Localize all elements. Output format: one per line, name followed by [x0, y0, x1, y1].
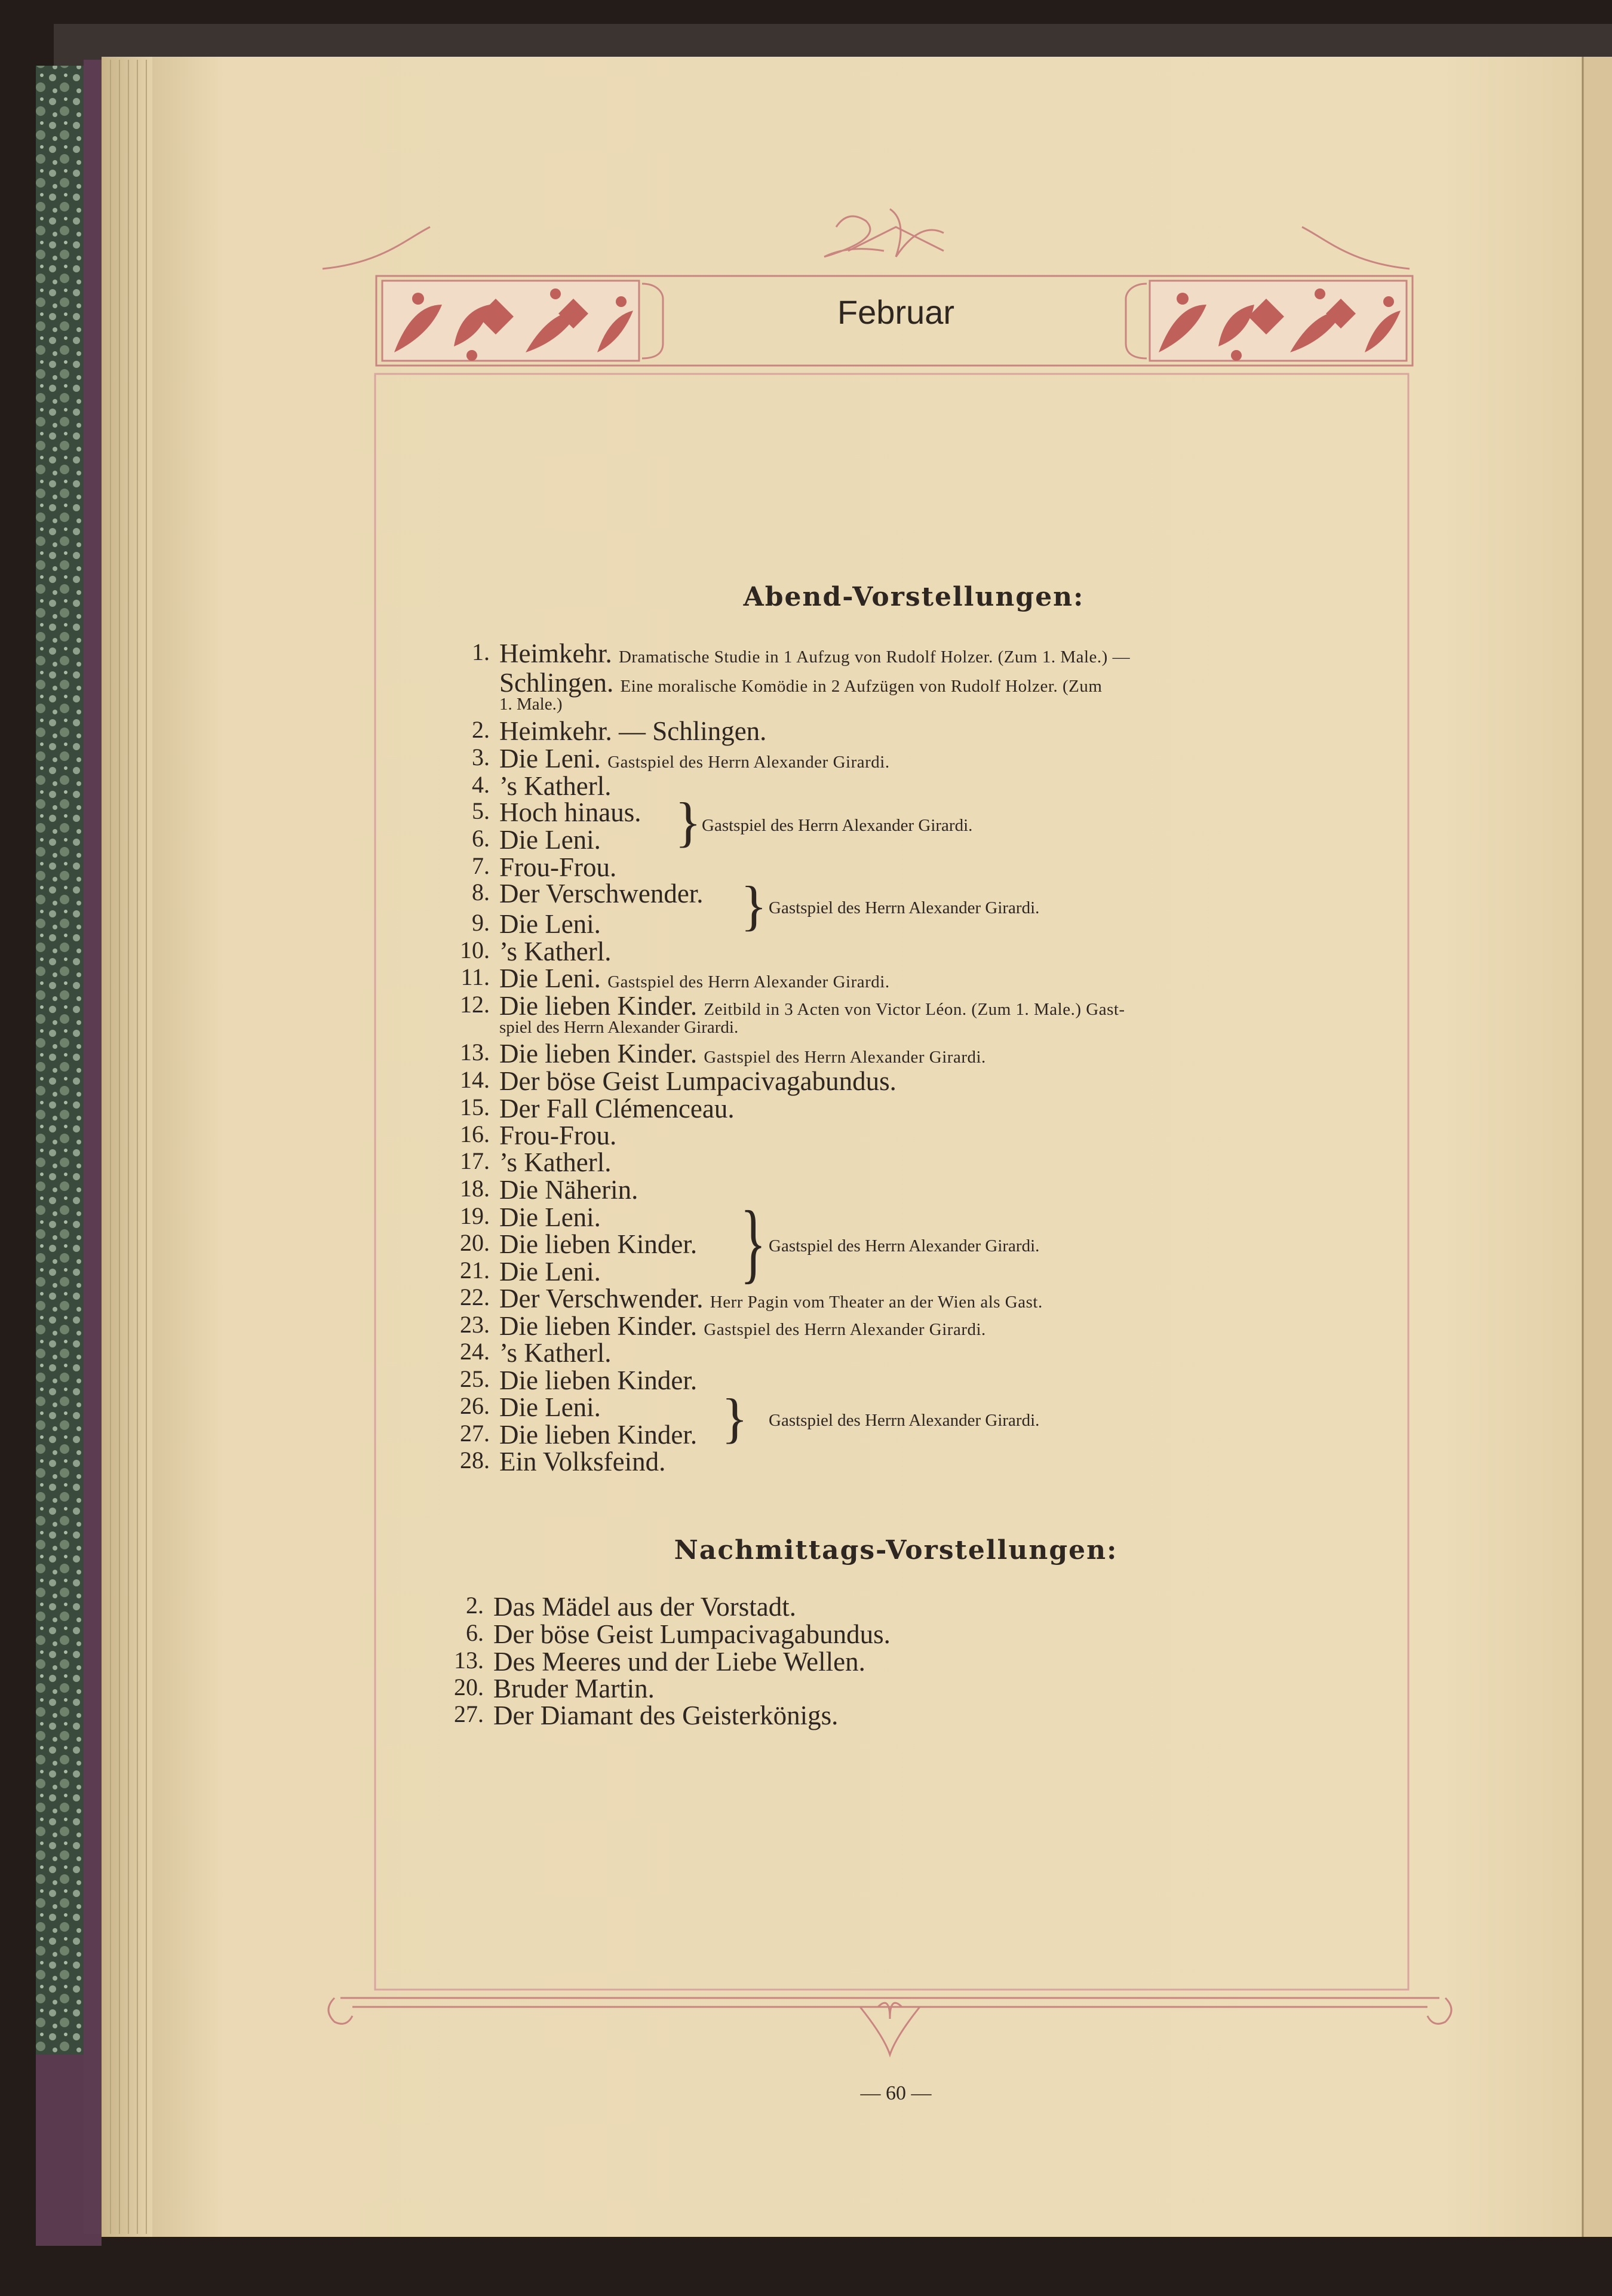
row-number: 17.	[460, 1147, 490, 1174]
group-brace-icon: }	[741, 875, 767, 936]
row-title: Die lieben Kinder. Gastspiel des Herrn Alexander Girardi.	[499, 1039, 986, 1069]
row-number: 12.	[460, 991, 490, 1018]
row-title: Die Leni.	[499, 825, 601, 855]
row-number: 10.	[460, 937, 490, 963]
row-title: Ein Volksfeind.	[499, 1447, 666, 1477]
row-title: Die Leni.	[499, 1392, 601, 1422]
row-number: 14.	[460, 1066, 490, 1093]
row-number: 15.	[460, 1094, 490, 1121]
group-brace-icon: }	[740, 1193, 766, 1292]
row-title: Des Meeres und der Liebe Wellen.	[493, 1647, 865, 1677]
row-number: 20.	[454, 1674, 484, 1700]
row-title: Die lieben Kinder. Zeitbild in 3 Acten von Victor Léon. (Zum 1. Male.) Gast-	[499, 991, 1125, 1021]
row-title: Heimkehr. — Schlingen.	[499, 716, 767, 746]
row-number: 2.	[472, 716, 490, 743]
row-title: Der Verschwender.	[499, 879, 704, 908]
row-title: Der Fall Clémenceau.	[499, 1094, 735, 1124]
row-number: 8.	[472, 879, 490, 905]
row-title: Die lieben Kinder.	[499, 1365, 698, 1395]
row-title: ’s Katherl.	[499, 771, 612, 801]
row-title: Heimkehr. Dramatische Studie in 1 Aufzug von Rudolf Holzer. (Zum 1. Male.) —	[499, 639, 1131, 668]
row-title: Die Leni.	[499, 1202, 601, 1232]
evening-section-title: Abend-Vorstellungen:	[743, 582, 1085, 612]
row-title: Die lieben Kinder.	[499, 1229, 698, 1259]
row-number: 13.	[454, 1647, 484, 1674]
row-number: 6.	[472, 825, 490, 852]
row-number: 13.	[460, 1039, 490, 1066]
page-title: Februar	[837, 293, 955, 331]
row-number: 16.	[460, 1121, 490, 1147]
group-brace-icon: }	[675, 791, 702, 852]
row-title: Frou-Frou.	[499, 852, 617, 882]
group-note: Gastspiel des Herrn Alexander Girardi.	[769, 898, 1040, 917]
group-note: Gastspiel des Herrn Alexander Girardi.	[769, 1411, 1040, 1430]
row-number: 23.	[460, 1311, 490, 1338]
row-number: 26.	[460, 1392, 490, 1419]
afternoon-section-title: Nachmittags-Vorstellungen:	[674, 1535, 1118, 1566]
row-title: ’s Katherl.	[499, 1147, 612, 1177]
row-note: Herr Pagin vom Theater an der Wien als Gast.	[710, 1293, 1043, 1312]
row-number: 3.	[472, 744, 490, 771]
row-note: Gastspiel des Herrn Alexander Girardi.	[607, 753, 890, 772]
row-title: Der böse Geist Lumpacivagabundus.	[493, 1619, 891, 1649]
group-brace-icon: }	[721, 1388, 748, 1448]
row-title: ’s Katherl.	[499, 1338, 612, 1368]
row-note: Eine moralische Komödie in 2 Aufzügen von Rudolf Holzer. (Zum	[620, 677, 1103, 696]
row-title: Die Leni. Gastspiel des Herrn Alexander Girardi.	[499, 963, 890, 993]
row-number: 2.	[466, 1592, 484, 1619]
row-note: Gastspiel des Herrn Alexander Girardi.	[704, 1048, 986, 1067]
row-note-continuation: 1. Male.)	[499, 695, 563, 714]
group-note: Gastspiel des Herrn Alexander Girardi.	[702, 816, 973, 835]
row-number: 7.	[472, 852, 490, 879]
row-number: 21.	[460, 1257, 490, 1284]
row-title: Frou-Frou.	[499, 1121, 617, 1150]
row-number: 27.	[454, 1700, 484, 1727]
row-note: Gastspiel des Herrn Alexander Girardi.	[607, 972, 890, 992]
group-note: Gastspiel des Herrn Alexander Girardi.	[769, 1236, 1040, 1256]
row-title: Die lieben Kinder. Gastspiel des Herrn Alexander Girardi.	[499, 1311, 986, 1341]
row-title: Die Leni.	[499, 909, 601, 939]
row-title: ’s Katherl.	[499, 937, 612, 966]
row-number: 27.	[460, 1420, 490, 1447]
row-title: Bruder Martin.	[493, 1674, 655, 1703]
row-title: Die lieben Kinder.	[499, 1420, 698, 1450]
row-number: 20.	[460, 1229, 490, 1256]
row-title: Das Mädel aus der Vorstadt.	[493, 1592, 796, 1622]
row-number: 19.	[460, 1202, 490, 1229]
row-number: 4.	[472, 771, 490, 798]
row-number: 9.	[472, 909, 490, 936]
row-number: 22.	[460, 1284, 490, 1310]
row-number: 24.	[460, 1338, 490, 1365]
row-title: Der Verschwender. Herr Pagin vom Theater an der Wien als Gast.	[499, 1284, 1043, 1313]
row-title: Der Diamant des Geisterkönigs.	[493, 1700, 839, 1730]
row-title: Die Leni.	[499, 1257, 601, 1287]
row-note-continuation: spiel des Herrn Alexander Girardi.	[499, 1018, 739, 1037]
row-number: 6.	[466, 1619, 484, 1646]
row-title: Schlingen. Eine moralische Komödie in 2 Aufzügen von Rudolf Holzer. (Zum	[499, 668, 1103, 698]
row-title: Der böse Geist Lumpacivagabundus.	[499, 1066, 896, 1096]
row-number: 11.	[460, 963, 490, 990]
row-title: Hoch hinaus.	[499, 797, 641, 827]
page-number: — 60 —	[860, 2082, 932, 2104]
row-number: 5.	[472, 797, 490, 824]
row-number: 18.	[460, 1175, 490, 1202]
row-note: Dramatische Studie in 1 Aufzug von Rudolf Holzer. (Zum 1. Male.) —	[618, 647, 1131, 667]
row-number: 1.	[472, 639, 490, 665]
row-number: 25.	[460, 1365, 490, 1392]
row-title: Die Leni. Gastspiel des Herrn Alexander Girardi.	[499, 744, 890, 773]
row-number: 28.	[460, 1447, 490, 1474]
row-note: Zeitbild in 3 Acten von Victor Léon. (Zum 1. Male.) Gast-	[704, 1000, 1125, 1019]
row-title: Die Näherin.	[499, 1175, 638, 1205]
row-note: Gastspiel des Herrn Alexander Girardi.	[704, 1320, 986, 1339]
